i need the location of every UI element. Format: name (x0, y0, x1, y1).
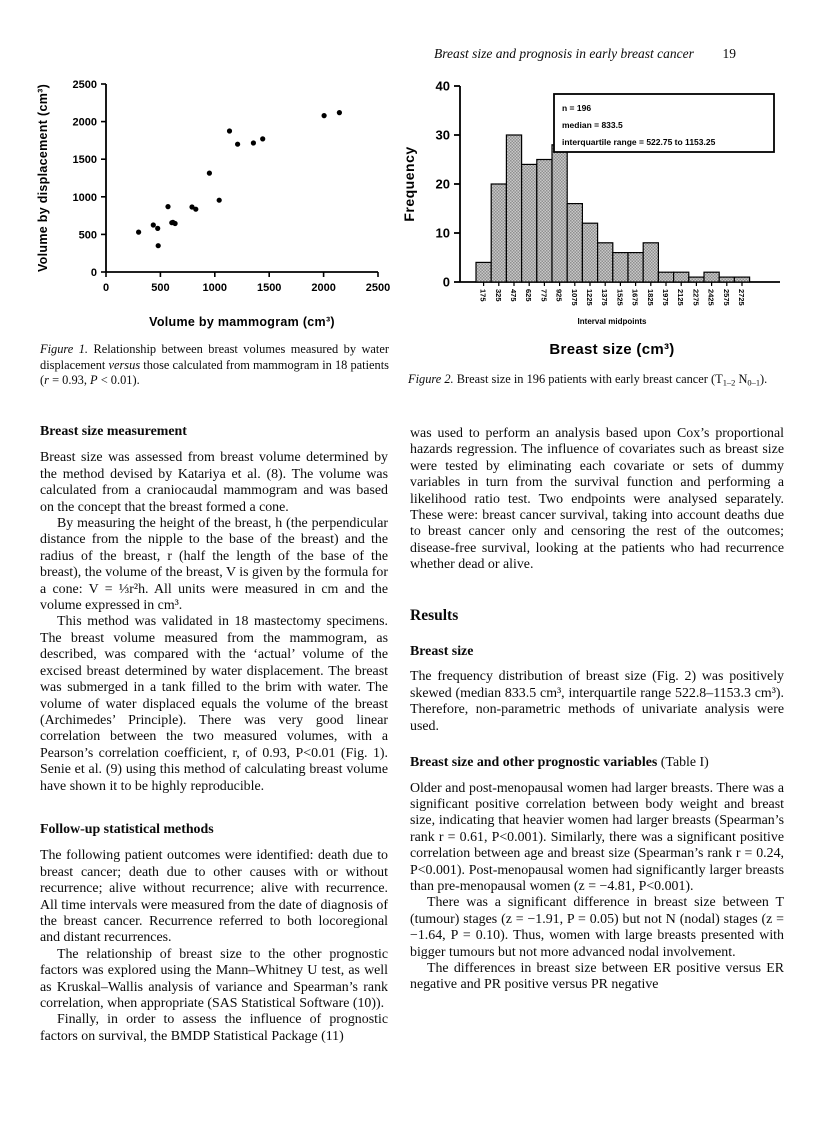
svg-text:median = 833.5: median = 833.5 (562, 120, 623, 130)
paragraph-outcomes: The following patient outcomes were identified: death due to breast cancer; death due to other causes with or without recurrence; alive without recurrence; alive with recurrence. All time intervals were measured from the date of diagnosis of the breast cancer. Recurrence referred to both locoregional and distant recurrences. (40, 848, 388, 946)
paragraph-stages: There was a significant difference in breast size between T (tumour) stages (z = −1.91, P = 0.05) but not N (nodal) stages (z = −1.64, P = 0.10). Thus, women with large breasts presented with bigger tumours but not more advanced nodal involvement. (410, 895, 784, 960)
heading-prognostic-variables-bold: Breast size and other prognostic variables (410, 755, 658, 771)
paragraph-tests: The relationship of breast size to the other prognostic factors was explored using the Mann–Whitney U test, as well as Kruskal–Wallis analysis of variance and Spearman’s rank correlation, when appropriate (SAS Statistical Software (10)). (40, 946, 388, 1011)
paragraph-bmdp: Finally, in order to assess the influence of prognostic factors on survival, the BMDP Statistical Package (11) (40, 1012, 388, 1044)
svg-text:925: 925 (554, 289, 564, 302)
svg-text:0: 0 (102, 282, 110, 294)
svg-text:Volume by displacement (cm³): Volume by displacement (cm³) (36, 83, 50, 273)
page-number: 19 (722, 46, 736, 61)
left-column (40, 424, 388, 1045)
svg-text:1825: 1825 (645, 289, 655, 306)
svg-text:40: 40 (435, 78, 450, 94)
svg-text:775: 775 (539, 289, 549, 302)
paragraph-method-source: Breast size was assessed from breast volume determined by the method devised by Katariya et al. (8). The volume was calculated from a craniocaudal mammogram and was based on the concept that the breast formed a cone. (40, 450, 388, 515)
svg-text:Volume by mammogram (cm³): Volume by mammogram (cm³) (149, 315, 335, 329)
svg-text:1075: 1075 (569, 289, 579, 306)
svg-text:625: 625 (524, 289, 534, 302)
svg-text:500: 500 (151, 282, 170, 294)
paragraph-cone-formula: By measuring the height of the breast, h (the perpendicular distance from the nipple to the base of the breast) and the radius of the breast, r (half the length of the base of the breast), the volume of the breast, V is given by the formula for a cone: V = ⅓r²h. All units were measured in cm and the volume expressed in cm³. (40, 516, 388, 614)
figure2-histogram (402, 70, 790, 371)
svg-text:n = 196: n = 196 (562, 103, 592, 113)
svg-text:2000: 2000 (311, 282, 336, 294)
running-title: Breast size and prognosis in early breast cancer (434, 46, 694, 61)
svg-text:1675: 1675 (630, 289, 640, 306)
figure1-scatter-plot (34, 70, 390, 343)
svg-text:1525: 1525 (615, 289, 625, 306)
heading-prognostic-variables (410, 755, 784, 771)
svg-text:2725: 2725 (737, 289, 746, 306)
svg-text:Breast size (cm³): Breast size (cm³) (549, 341, 675, 358)
svg-text:2575: 2575 (721, 289, 731, 306)
heading-prognostic-variables-suffix: (Table I) (657, 755, 709, 771)
svg-text:interquartile range = 522.75 t: interquartile range = 522.75 to 1153.25 (562, 137, 716, 147)
svg-text:20: 20 (435, 176, 450, 192)
figure2-caption: Figure 2. Breast size in 196 patients with early breast cancer ($T_{1-2}$ $N_{0-1}$). (408, 372, 768, 388)
svg-text:1375: 1375 (600, 289, 610, 306)
svg-text:475: 475 (509, 289, 518, 302)
svg-text:1000: 1000 (72, 191, 97, 204)
svg-text:0: 0 (442, 274, 450, 290)
svg-text:Frequency: Frequency (402, 146, 417, 222)
svg-text:500: 500 (78, 229, 97, 242)
paragraph-cox-regression: was used to perform an analysis based upon Cox’s proportional hazards regression. The influence of covariates such as breast size were tested by eliminating each covariate or sets of dummy variables in turn from the survival function and performing a likelihood ratio test. Two endpoints were analysed separately. These were: breast cancer survival, taking into account deaths due to breast cancer only and censoring the rest of the outcomes; disease-free survival, looking at the patients who had recurrence whether dead or alive. (410, 426, 784, 573)
svg-text:2500: 2500 (365, 282, 390, 294)
paragraph-er-pr: The differences in breast size between ER positive versus ER negative and PR positive versus PR negative (410, 960, 784, 993)
svg-text:1500: 1500 (256, 282, 282, 294)
svg-text:1000: 1000 (202, 282, 228, 294)
svg-text:2500: 2500 (72, 79, 97, 91)
svg-text:30: 30 (435, 127, 450, 143)
svg-text:1975: 1975 (661, 289, 670, 306)
svg-text:0: 0 (90, 267, 97, 279)
svg-text:2125: 2125 (676, 289, 686, 306)
svg-text:2000: 2000 (72, 116, 97, 129)
svg-text:325: 325 (493, 289, 503, 302)
heading-breast-size: Breast size (410, 644, 474, 660)
paragraph-correlations: Older and post-menopausal women had larger breasts. There was a significant positive correlation between body weight and breast size, indicating that heavier women had larger breasts (Spearman’s rank r = 0.61, P<0.001). Similarly, there was a significant positive correlation between age and breast size (Spearman’s rank r = 0.24, P<0.001). Post-menopausal women had significantly larger breasts than pre-menopausal women (z = −4.81, P<0.001). (410, 780, 784, 894)
running-header (434, 46, 736, 62)
svg-text:2275: 2275 (691, 289, 701, 306)
heading-followup-methods: Follow-up statistical methods (40, 821, 214, 837)
svg-text:Interval midpoints: Interval midpoints (577, 317, 647, 326)
paragraph-distribution: The frequency distribution of breast size (Fig. 2) was positively skewed (median 833.5 cm³, interquartile range 522.8–1153.3 cm³). Therefore, non-parametric methods of univariate analysis were used. (410, 669, 784, 734)
right-column (410, 426, 784, 994)
heading-breast-size-measurement: Breast size measurement (40, 424, 187, 439)
figure1-caption: Figure 1. Relationship between breast volumes measured by water displacement versus those calculated from mammogram in 18 patients (r = 0.93, P < 0.01). (40, 342, 390, 388)
svg-text:175: 175 (478, 289, 488, 302)
heading-results: Results (410, 606, 459, 624)
svg-text:1500: 1500 (72, 154, 97, 167)
svg-text:10: 10 (435, 225, 450, 241)
paragraph-validation: This method was validated in 18 mastectomy specimens. The breast volume measured from the mammogram, as described, was compared with the ‘actual’ volume of the excised breast determined by water displacement. The breast was submerged in a tank filled to the brim with water. The volume of water displaced equals the volume of the breast (Archimedes’ Principle). There was very good linear correlation between the two measured volumes, with a Pearson’s correlation coefficient, r, of 0.93, P<0.01 (Fig. 1). Senie et al. (9) using this method of calculating breast volume have shown it to be highly reproducible. (40, 614, 388, 794)
svg-text:1225: 1225 (585, 289, 594, 306)
svg-text:2425: 2425 (706, 289, 716, 306)
